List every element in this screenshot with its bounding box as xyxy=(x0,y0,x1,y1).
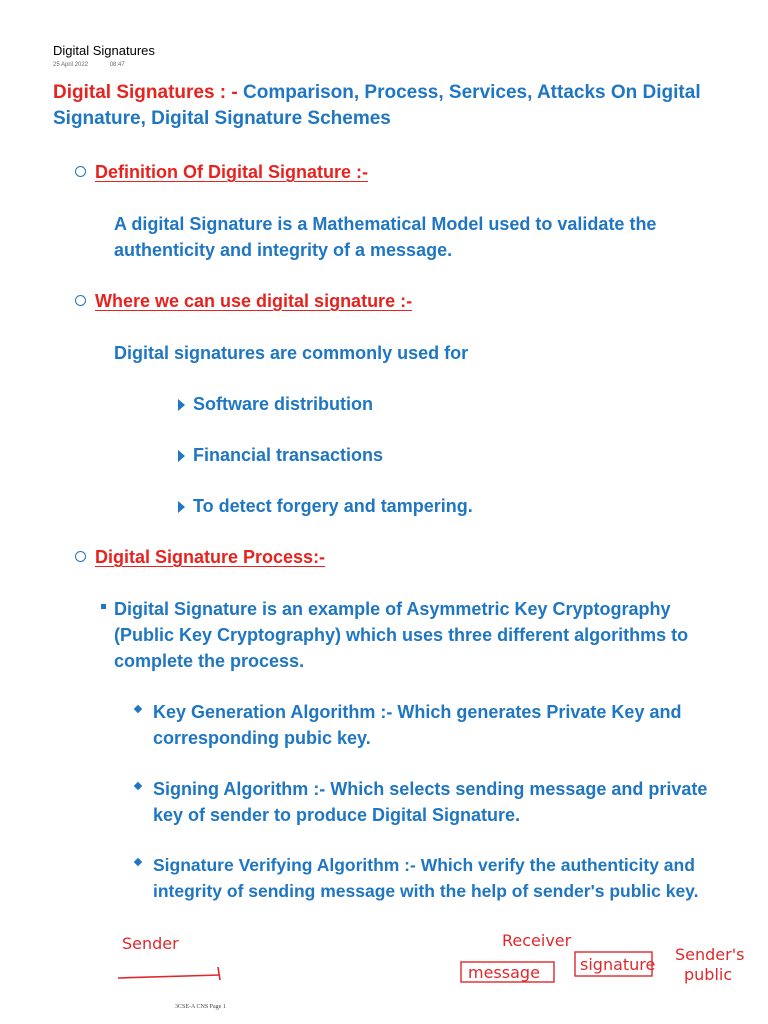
algorithm-line-1: Key Generation Algorithm :- Which generates Private Key and xyxy=(153,702,682,722)
section-title: Definition Of Digital Signature :- xyxy=(95,162,368,182)
definition-line-2: authenticity and integrity of a message. xyxy=(114,240,453,260)
usage-intro: Digital signatures are commonly used for xyxy=(114,343,469,363)
list-item-label: Software distribution xyxy=(193,394,373,414)
page-date: 25 April 2022 xyxy=(53,62,89,68)
list-item-label: To detect forgery and tampering. xyxy=(193,496,473,516)
section-title: Where we can use digital signature :- xyxy=(95,291,413,311)
list-item-label: Financial transactions xyxy=(193,445,384,465)
handwritten-tick xyxy=(218,967,220,980)
handwritten-sender: Sender xyxy=(122,934,179,953)
process-line-3: complete the process. xyxy=(114,651,305,671)
handwritten-line xyxy=(118,975,220,978)
page-title: Digital Signatures xyxy=(53,43,155,58)
handwritten-public: public xyxy=(684,965,733,984)
handwritten-receiver: Receiver xyxy=(502,931,572,950)
algorithm-line-1: Signing Algorithm :- Which selects sending message and private xyxy=(153,779,708,799)
algorithm-line-2: corresponding pubic key. xyxy=(153,728,371,748)
heading-blue-part-1: Comparison, Process, Services, Attacks On Digital xyxy=(237,82,701,103)
algorithm-line-2: key of sender to produce Digital Signature. xyxy=(153,805,521,825)
process-line-1: Digital Signature is an example of Asymmetric Key Cryptography xyxy=(114,599,671,619)
process-line-2: (Public Key Cryptography) which uses three different algorithms to xyxy=(114,625,689,645)
handwritten-signature: signature xyxy=(580,955,656,974)
page-footer: 3CSE-A CNS Page 1 xyxy=(175,1004,226,1010)
page-time: 08:47 xyxy=(109,62,125,68)
section-title: Digital Signature Process:- xyxy=(95,547,326,567)
handwritten-message: message xyxy=(468,963,540,982)
heading-blue-part-2: Signature, Digital Signature Schemes xyxy=(53,108,391,129)
definition-line-1: A digital Signature is a Mathematical Model used to validate the xyxy=(114,214,657,234)
heading-red-part: Digital Signatures : - xyxy=(53,82,238,103)
algorithm-line-1: Signature Verifying Algorithm :- Which verify the authenticity and xyxy=(153,855,695,875)
algorithm-line-2: integrity of sending message with the help of sender's public key. xyxy=(153,881,699,901)
handwritten-senders: Sender's xyxy=(675,945,745,964)
